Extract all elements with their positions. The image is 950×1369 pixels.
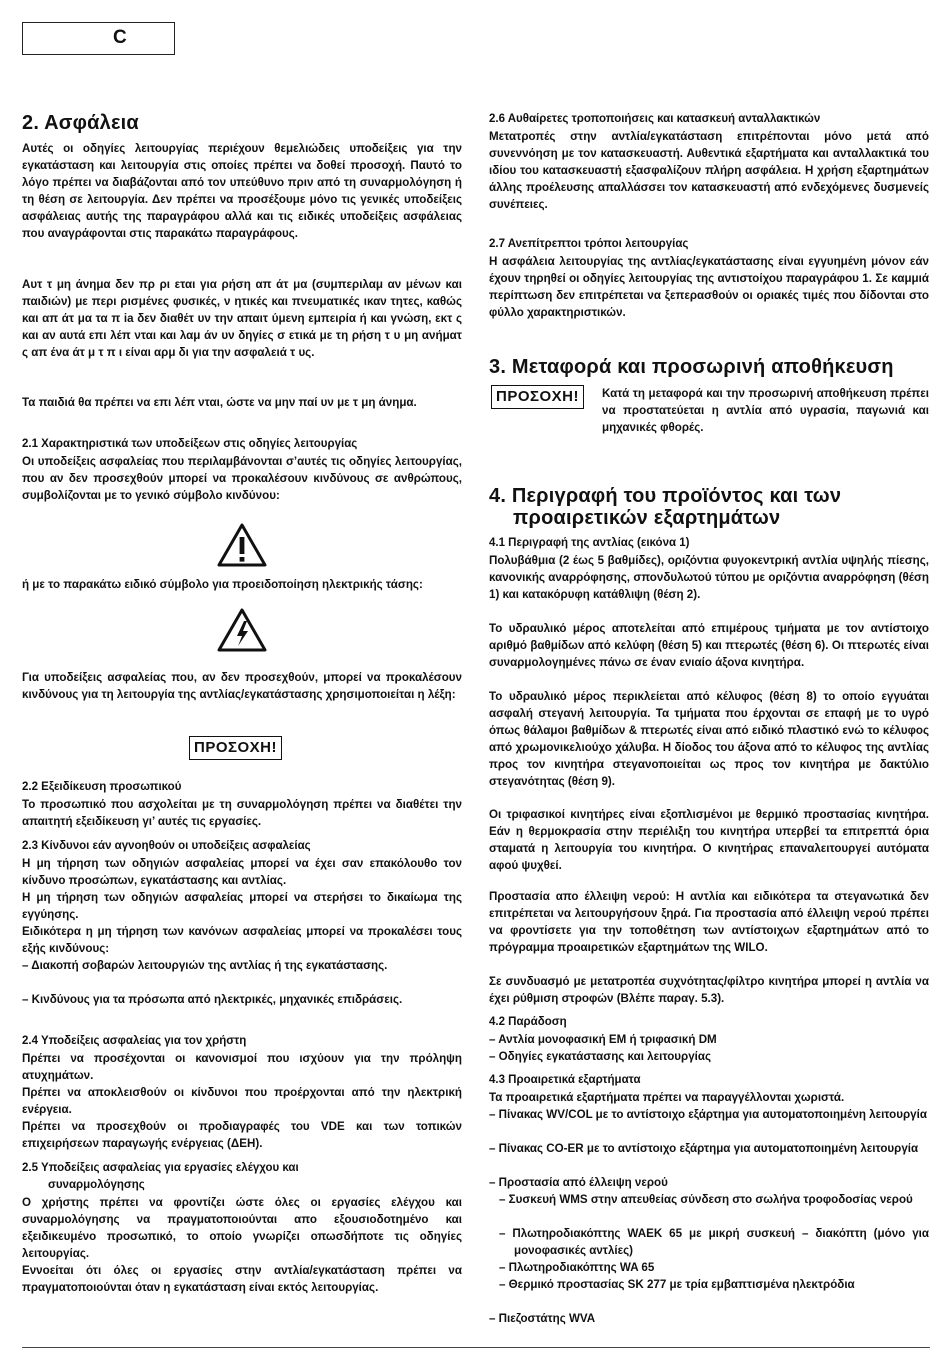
section-2-4-paragraph-3: Πρέπει να προσεχθούν οι προδιαγραφές του VDE και των τοπικών επιχειρήσεων παραγωγής ενέργειας (ΔΕΗ).	[22, 1120, 462, 1150]
section-4-1-title: 4.1 Περιγραφή της αντλίας (εικόνα 1)	[489, 537, 690, 549]
section-4-2-title: 4.2 Παράδοση	[489, 1016, 567, 1028]
section-3-paragraph-1: Κατά τη μεταφορά και την προσωρινή αποθήκευση πρέπει να προστατεύεται η αντλία από υγρασία, παγωνιά και μηχανικές φθορές.	[602, 387, 929, 434]
section-2-1-paragraph-2: ή με το παρακάτω ειδικό σύμβολο για προειδοποίηση ηλεκτρικής τάσης:	[22, 578, 423, 591]
section-4-1-paragraph-2: Το υδραυλικό μέρος αποτελείται από επιμέρους τμήματα με τον αντίστοιχο αριθμό βαθμίδων από κελύφη (θέση 5) και πτερωτές (θέση 6). Οι πτερωτές είναι συναρμολογημένες πάνω σε έναν ενιαίο άξονα κινητήρα.	[489, 622, 929, 669]
section-4-3-sub-bullet-2: – Πλωτηροδιακόπτης WAEK 65 με μικρή συσκευή – διακόπτη (μόνο για μονοφασικές αντλίες)	[499, 1227, 929, 1257]
section-2-5-paragraph-1: Ο χρήστης πρέπει να φροντίζει ώστε όλες οι εργασίες ελέγχου και συναρμολόγησης να πραγματοποιούνται απο εξουσιοδοτημένο και εξειδικευμένο προσωπικό, το οποίο γνωρίζει οπωσδήποτε τις οδηγίες λειτουργίας.	[22, 1196, 462, 1260]
section-4-title: 4. Περιγραφή του προϊόντος και των	[489, 485, 842, 507]
section-4-3-bullet-3: – Προστασία από έλλειψη νερού	[489, 1176, 668, 1189]
section-2-paragraph-1: Αυτές οι οδηγίες λειτουργίας περιέχουν θεμελιώδεις υποδείξεις για την εγκατάσταση και λειτουργία στις οποίες πρέπει να δοθεί προσοχή. Παυτό το λόγο πρέπει να διαβάζονται από τον υπεύθυνο πριν από τη συναρμολόγηση ή τη θέση σε λειτουργία. Δεν πρέπει να προσέξουμε μόνο τις γενικές υποδείξεις ασφάλειας αυτής της παραγράφου αλλά και τις ειδικές υποδείξεις ασφάλειας που αναγράφονται στις παρακάτω παραγράφους.	[22, 142, 462, 240]
section-4-3-sub-bullet-4: – Θερμικό προστασίας SK 277 με τρία εμβαπτισμένα ηλεκτρόδια	[499, 1278, 855, 1291]
section-2-title: 2. Ασφάλεια	[22, 112, 139, 134]
section-2-2-paragraph-1: Το προσωπικό που ασχολείται με τη συναρμολόγηση πρέπει να διαθέτει την απαιτητή εξειδίκευση γι’ αυτές τις εργασίες.	[22, 798, 462, 828]
section-2-4-paragraph-2: Πρέπει να αποκλεισθούν οι κίνδυνοι που προέρχονται από την ηλεκτρική ενέργεια.	[22, 1086, 462, 1116]
section-4-1-paragraph-5: Προστασία απο έλλειψη νερού: Η αντλία και ειδικότερα τα στεγανωτικά δεν επιτρέπεται να λειτουργήσουν ξηρά. Για προστασία από έλλειψη νερού πρέπει να φροντίσετε για την τοποθέτηση των αντίστοιχων εξαρτημάτων από το πρόγραμμα προαιρετικών εξαρτημάτων της WILO.	[489, 890, 929, 954]
section-2-1-paragraph-1: Οι υποδείξεις ασφαλείας που περιλαμβάνονται σ’αυτές τις οδηγίες λειτουργίας, που αν δεν προσεχθούν μπορεί να προκαλέσουν κινδύνους σε ανθρώπους, συμβολίζονται με το γενικό σύμβολο κινδύνου:	[22, 455, 462, 502]
section-2-5-paragraph-2: Εννοείται ότι όλες οι εργασίες στην αντλία/εγκατάσταση πρέπει να πραγματοποιούνται όταν η εγκατάσταση είναι εκτός λειτουργίας.	[22, 1264, 462, 1294]
section-2-4-paragraph-1: Πρέπει να προσέχονται οι κανονισμοί που ισχύουν για την πρόληψη ατυχημάτων.	[22, 1052, 462, 1082]
footer-divider	[22, 1347, 930, 1348]
section-2-3-paragraph-1: Η μη τήρηση των οδηγιών ασφαλείας μπορεί να έχει σαν επακόλουθο τον κίνδυνο προσώπων, εγκατάστασης και αντλίας.	[22, 857, 462, 887]
section-2-1-paragraph-3: Για υποδείξεις ασφαλείας που, αν δεν προσεχθούν, μπορεί να προκαλέσουν κινδύνους για τη λειτουργία της αντλίας/εγκατάστασης χρησιμοποιείται η λέξη:	[22, 671, 462, 701]
section-4-3-bullet-1: – Πίνακας WV/COL με το αντίστοιχο εξάρτημα για αυτοματοποιημένη λειτουργία	[489, 1108, 927, 1121]
section-2-3-bullet-1: – Διακοπή σοβαρών λειτουργιών της αντλίας ή της εγκατάστασης.	[22, 959, 388, 972]
section-4-2-bullet-1: – Αντλία μονοφασική EM ή τριφασική DM	[489, 1033, 717, 1046]
section-4-3-paragraph-1: Τα προαιρετικά εξαρτήματα πρέπει να παραγγέλλονται χωριστά.	[489, 1091, 845, 1104]
language-code: C	[113, 27, 127, 48]
section-2-5-title-continued: συναρμολόγησης	[48, 1179, 145, 1191]
section-2-4-title: 2.4 Υποδείξεις ασφαλείας για τον χρήστη	[22, 1035, 247, 1047]
general-danger-icon	[216, 522, 268, 568]
section-2-6-paragraph-1: Μετατροπές στην αντλία/εγκατάσταση επιτρέπονται μόνο μετά από συνεννόηση με τον κατασκευαστή. Αυθεντικά εξαρτήματα και ανταλλακτικά του ιδίου του κατασκευαστή εξασφαλίζουν πλήρη ασφάλεια. Η χρήση εξαρτημάτων άλλης προέλευσης απαλλάσσει τον κατασκευαστή από ενδεχόμενες δυσμενείς συνέπειες.	[489, 130, 929, 211]
section-2-7-title: 2.7 Ανεπίτρεπτοι τρόποι λειτουργίας	[489, 238, 689, 250]
section-4-3-bullet-2: – Πίνακας CO-ER με το αντίστοιχο εξάρτημα για αυτοματοποιημένη λειτουργία	[489, 1142, 919, 1155]
section-4-1-paragraph-4: Οι τριφασικοί κινητήρες είναι εξοπλισμένοι με θερμικό προστασίας κινητήρα. Εάν η θερμοκρασία στην περιέλιξη του κινητήρα υπερβεί τα επιτρεπτά όρια σταματά η λειτουργία του κινητήρα. Ο κινητήρας επαναλειτουργεί αυτόματα αφού ψυχθεί.	[489, 808, 929, 872]
section-4-3-bullet-4: – Πιεζοστάτης WVA	[489, 1312, 596, 1325]
section-2-1-title: 2.1 Χαρακτηριστικά των υποδείξεων στις οδηγίες λειτουργίας	[22, 438, 358, 450]
warning-label-transport: ΠΡΟΣΟΧΗ!	[491, 385, 584, 409]
language-code-box	[22, 22, 175, 55]
section-4-3-sub-bullet-1: – Συσκευή WMS στην απευθείας σύνδεση στο σωλήνα τροφοδοσίας νερού	[499, 1193, 913, 1206]
section-4-3-title: 4.3 Προαιρετικά εξαρτήματα	[489, 1074, 641, 1086]
section-2-5-title: 2.5 Υποδείξεις ασφαλείας για εργασίες ελέγχου και	[22, 1162, 299, 1174]
section-2-paragraph-3: Τα παιδιά θα πρέπει να επι λέπ νται, ώστε να μην παί υν με τ μη άνημα.	[22, 396, 417, 409]
section-4-3-sub-bullet-3: – Πλωτηροδιακόπτης WA 65	[499, 1261, 655, 1274]
electrical-voltage-warning-icon	[216, 607, 268, 653]
section-2-7-paragraph-1: Η ασφάλεια λειτουργίας της αντλίας/εγκατάστασης είναι εγγυημένη μόνον εάν έχουν τηρηθεί οι οδηγίες λειτουργίας της αντιστοίχου παραγράφου 1. Σε καμμιά περίπτωση δεν επιτρέπεται να ξεπερασθούν οι οριακές τιμές που δίδονται στο φύλλο χαρακτηριστικών.	[489, 255, 929, 319]
section-3-title: 3. Μεταφορά και προσωρινή αποθήκευση	[489, 356, 894, 378]
section-2-3-paragraph-3: Ειδικότερα η μη τήρηση των κανόνων ασφαλείας μπορεί να προκαλέσει τους εξής κινδύνους:	[22, 925, 462, 955]
warning-label: ΠΡΟΣΟΧΗ!	[189, 736, 282, 760]
section-4-2-bullet-2: – Οδηγίες εγκατάστασης και λειτουργίας	[489, 1050, 712, 1063]
section-2-3-paragraph-2: Η μη τήρηση των οδηγιών ασφαλείας μπορεί να στερήσει το δικαίωμα της εγγύησης.	[22, 891, 462, 921]
section-4-1-paragraph-1: Πολυβάθμια (2 έως 5 βαθμίδες), οριζόντια φυγοκεντρική αντλία υψηλής πίεσης, κανονικής αναρρόφησης, σπονδυλωτού τύπου με οριζόντια αναρρόφηση (θέση 1) και κατακόρυφη κατάθλιψη (θέση 2).	[489, 554, 929, 601]
section-4-1-paragraph-3: Το υδραυλικό μέρος περικλείεται από κέλυφος (θέση 8) το οποίο εγγυάται ασφαλή στεγανή λειτουργία. Τα τμήματα που έρχονται σε επαφή με το υγρό όπως θάλαμοι βαθμίδων & πτερωτές είναι από ειδικό πλαστικό ενώ το κέλυφος από χρωμονικελιούχο χάλυβα. Η δίοδος του άξονα από το κέλυφος της αντλίας προς τον κινητήρα στεγανοποιείται ως προς τον κινητήρα με δακτύλιο στεγανότητας (θέση 9).	[489, 690, 929, 788]
section-2-6-title: 2.6 Αυθαίρετες τροποποιήσεις και κατασκευή ανταλλακτικών	[489, 113, 821, 125]
section-4-1-paragraph-6: Σε συνδυασμό με μετατροπέα συχνότητας/φίλτρο κινητήρα μπορεί η αντλία να έχει ρύθμιση στροφών (Βλέπε παραγ. 5.3).	[489, 975, 929, 1005]
section-2-2-title: 2.2 Εξειδίκευση προσωπικού	[22, 781, 182, 793]
section-4-title-continued: προαιρετικών εξαρτημάτων	[513, 507, 781, 529]
section-2-3-bullet-2: – Κινδύνους για τα πρόσωπα από ηλεκτρικές, μηχανικές επιδράσεις.	[22, 993, 403, 1006]
section-2-3-title: 2.3 Κίνδυνοι εάν αγνοηθούν οι υποδείξεις ασφαλείας	[22, 840, 311, 852]
section-2-paragraph-2: Αυτ τ μη άνημα δεν πρ ρι εται για ρήση απ άτ μα (συμπεριλαμ αν μένων και παιδιών) με περι ρισμένες φυσικές, ν ητικές και πνευματικές ικαν τητες, καθώς και απ άτ μα τα π ia δεν διαθέτ υν την απαιτ ύμενη εμπειρία ή και γνώση, εκτ ς και αν αυτά επι λέπ νται και λαμ άν υν δηγίες σ ετικά με τη ρήση τ υ μη ανήματ ς απ ένα άτ μ τ π ι είναι αρμ δι για την ασφαλειά τ υς.	[22, 278, 462, 359]
